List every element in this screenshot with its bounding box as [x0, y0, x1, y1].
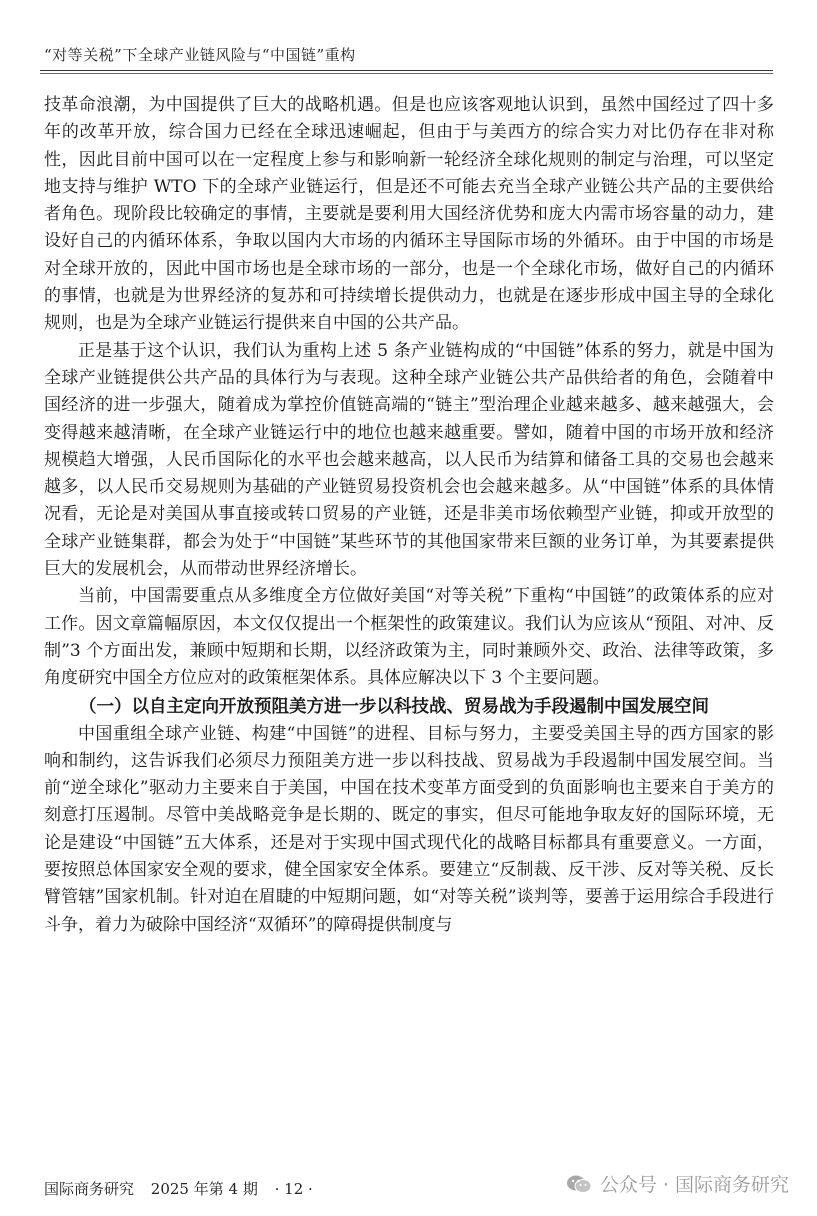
- watermark: [566, 1170, 789, 1197]
- footer-journal: 国际商务研究: [44, 1180, 135, 1198]
- article-body: [44, 92, 774, 939]
- page-footer: [44, 1178, 325, 1199]
- header-rule-thin: [40, 73, 773, 74]
- header-rule: [40, 70, 773, 71]
- wechat-icon: [566, 1174, 592, 1194]
- section-paragraph: 中国重组全球产业链、构建“中国链”的进程、目标与努力，主要受美国主导的西方国家的影响和制约，这告诉我们必须尽力预阻美方进一步以科技战、贸易战为手段遏制中国发展空间。当前“逆全球化”驱动力主要来自于美国，中国在技术变革方面受到的负面影响也主要来自于美方的刻意打压遏制。尽管中美战略竞争是长期的、既定的事实，但尽可能地争取友好的国际环境，无论是建设“中国链”五大体系，还是对于实现中国式现代化的战略目标都具有重要意义。一方面，要按照总体国家安全观的要求，健全国家安全体系。要建立“反制裁、反干涉、反对等关税、反长臂管辖”国家机制。针对迫在眉睫的中短期问题，如“对等关税”谈判等，要善于运用综合手段进行斗争，着力为破除中国经济“双循环”的障碍提供制度与: [44, 723, 774, 935]
- paragraph-1: 技革命浪潮，为中国提供了巨大的战略机遇。但是也应该客观地认识到，虽然中国经过了四十多年的改革开放，综合国力已经在全球迅速崛起，但由于与美西方的综合实力对比仍存在非对称性，因此目前中国可以在一定程度上参与和影响新一轮经济全球化规则的制定与治理，可以坚定地支持与维护 WTO 下的全球产业链运行，但是还不可能去充当全球产业链公共产品的主要供给者角色。现阶段比较确定的事情，主要就是要利用大国经济优势和庞大内需市场容量的动力，建设好自己的内循环体系，争取以国内大市场的内循环主导国际市场的外循环。由于中国的市场是对全球开放的，因此中国市场也是全球市场的一部分，也是一个全球化市场，做好自己的内循环的事情，也就是为世界经济的复苏和可持续增长提供动力，也就是在逐步形成中国主导的全球化规则，也是为全球产业链运行提供来自中国的公共产品。: [44, 95, 774, 334]
- section-heading: （一）以自主定向开放预阻美方进一步以科技战、贸易战为手段遏制中国发展空间: [79, 696, 709, 717]
- running-head-title: “对等关税”下全球产业链风险与“中国链”重构: [44, 46, 356, 64]
- paragraph-2: 正是基于这个认识，我们认为重构上述 5 条产业链构成的“中国链”体系的努力，就是中国为全球产业链提供公共产品的具体行为与表现。这种全球产业链公共产品供给者的角色，会随着中国经济的进一步强大，随着成为掌控价值链高端的“链主”型治理企业越来越多、越来越强大，会变得越来越清晰，在全球产业链运行中的地位也越来越重要。譬如，随着中国的市场开放和经济规模趋大增强，人民币国际化的水平也会越来越高，以人民币为结算和储备工具的交易也会越来越多，以人民币交易规则为基础的产业链贸易投资机会也会越来越多。从“中国链”体系的具体情况看，无论是对美国从事直接或转口贸易的产业链，还是非美市场依赖型产业链，抑或开放型的全球产业链集群，都会为处于“中国链”某些环节的其他国家带来巨额的业务订单，为其要素提供巨大的发展机会，从而带动世界经济增长。: [44, 340, 774, 580]
- footer-issue: 2025 年第 4 期: [150, 1180, 258, 1198]
- footer-page-number: · 12 ·: [274, 1180, 313, 1198]
- paragraph-3: 当前，中国需要重点从多维度全方位做好美国“对等关税”下重构“中国链”的政策体系的应对工作。因文章篇幅原因，本文仅仅提出一个框架性的政策建议。我们认为应该从“预阻、对冲、反制”3 个方面出发，兼顾中短期和长期，以经济政策为主，同时兼顾外交、政治、法律等政策，多角度研究中国全方位应对的政策框架体系。具体应解决以下 3 个主要问题。: [44, 586, 774, 689]
- watermark-text: 公众号 · 国际商务研究: [599, 1174, 789, 1196]
